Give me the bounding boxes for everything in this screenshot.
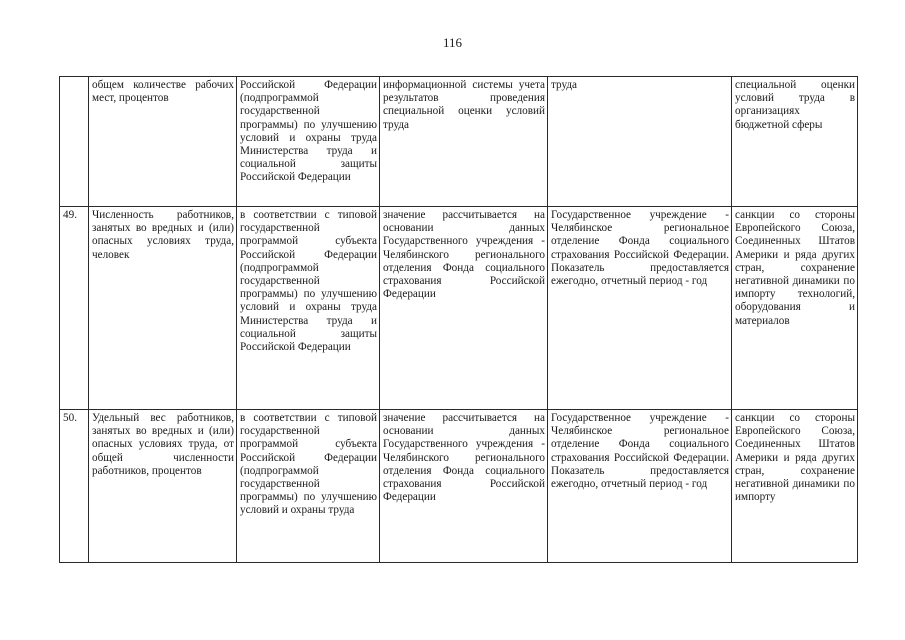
page-number: 116	[442, 35, 463, 50]
risk-factors-cell: санкции со стороны Европейского Союза, Соединенных Штатов Америки и ряда других стран, сохранение негативной динамики по импорту технологий, оборудования и материалов	[732, 207, 858, 410]
data-source-cell: Государственное учреждение - Челябинское региональное отделение Фонда социального страхования Российской Федерации. Показатель предоставляется ежегодно, отчетный период - год	[548, 410, 732, 563]
calculation-method-cell: в соответствии с типовой государственной программой субъекта Российской Федерации (подпрограммой государственной программы) по улучшению условий и охраны труда Министерства труда и социальной защиты Российской Федерации	[237, 207, 380, 410]
row-number-cell: 50.	[60, 410, 89, 563]
row-number-cell	[60, 77, 89, 207]
table-row	[60, 207, 858, 410]
indicator-name-cell: Удельный вес работников, занятых во вредных и (или) опасных условиях труда, от общей численности работников, процентов	[89, 410, 237, 563]
indicators-table	[59, 76, 858, 563]
table-row	[60, 410, 858, 563]
data-source-cell: труда	[548, 77, 732, 207]
table-row	[60, 77, 858, 207]
data-basis-cell: значение рассчитывается на основании данных Государственного учреждения - Челябинского регионального отделения Фонда социального страхования Российской Федерации	[380, 410, 548, 563]
risk-factors-cell: санкции со стороны Европейского Союза, Соединенных Штатов Америки и ряда других стран, сохранение негативной динамики по импорту	[732, 410, 858, 563]
data-basis-cell: значение рассчитывается на основании данных Государственного учреждения - Челябинского регионального отделения Фонда социального страхования Российской Федерации	[380, 207, 548, 410]
indicator-name-cell: общем количестве рабочих мест, процентов	[89, 77, 237, 207]
row-number-cell: 49.	[60, 207, 89, 410]
data-basis-cell: информационной системы учета результатов проведения специальной оценки условий труда	[380, 77, 548, 207]
calculation-method-cell: в соответствии с типовой государственной программой субъекта Российской Федерации (подпрограммой государственной программы) по улучшению условий и охраны труда	[237, 410, 380, 563]
data-source-cell: Государственное учреждение - Челябинское региональное отделение Фонда социального страхования Российской Федерации. Показатель предоставляется ежегодно, отчетный период - год	[548, 207, 732, 410]
indicator-name-cell: Численность работников, занятых во вредных и (или) опасных условиях труда, человек	[89, 207, 237, 410]
calculation-method-cell: Российской Федерации (подпрограммой государственной программы) по улучшению условий и охраны труда Министерства труда и социальной защиты Российской Федерации	[237, 77, 380, 207]
risk-factors-cell: специальной оценки условий труда в организациях бюджетной сферы	[732, 77, 858, 207]
